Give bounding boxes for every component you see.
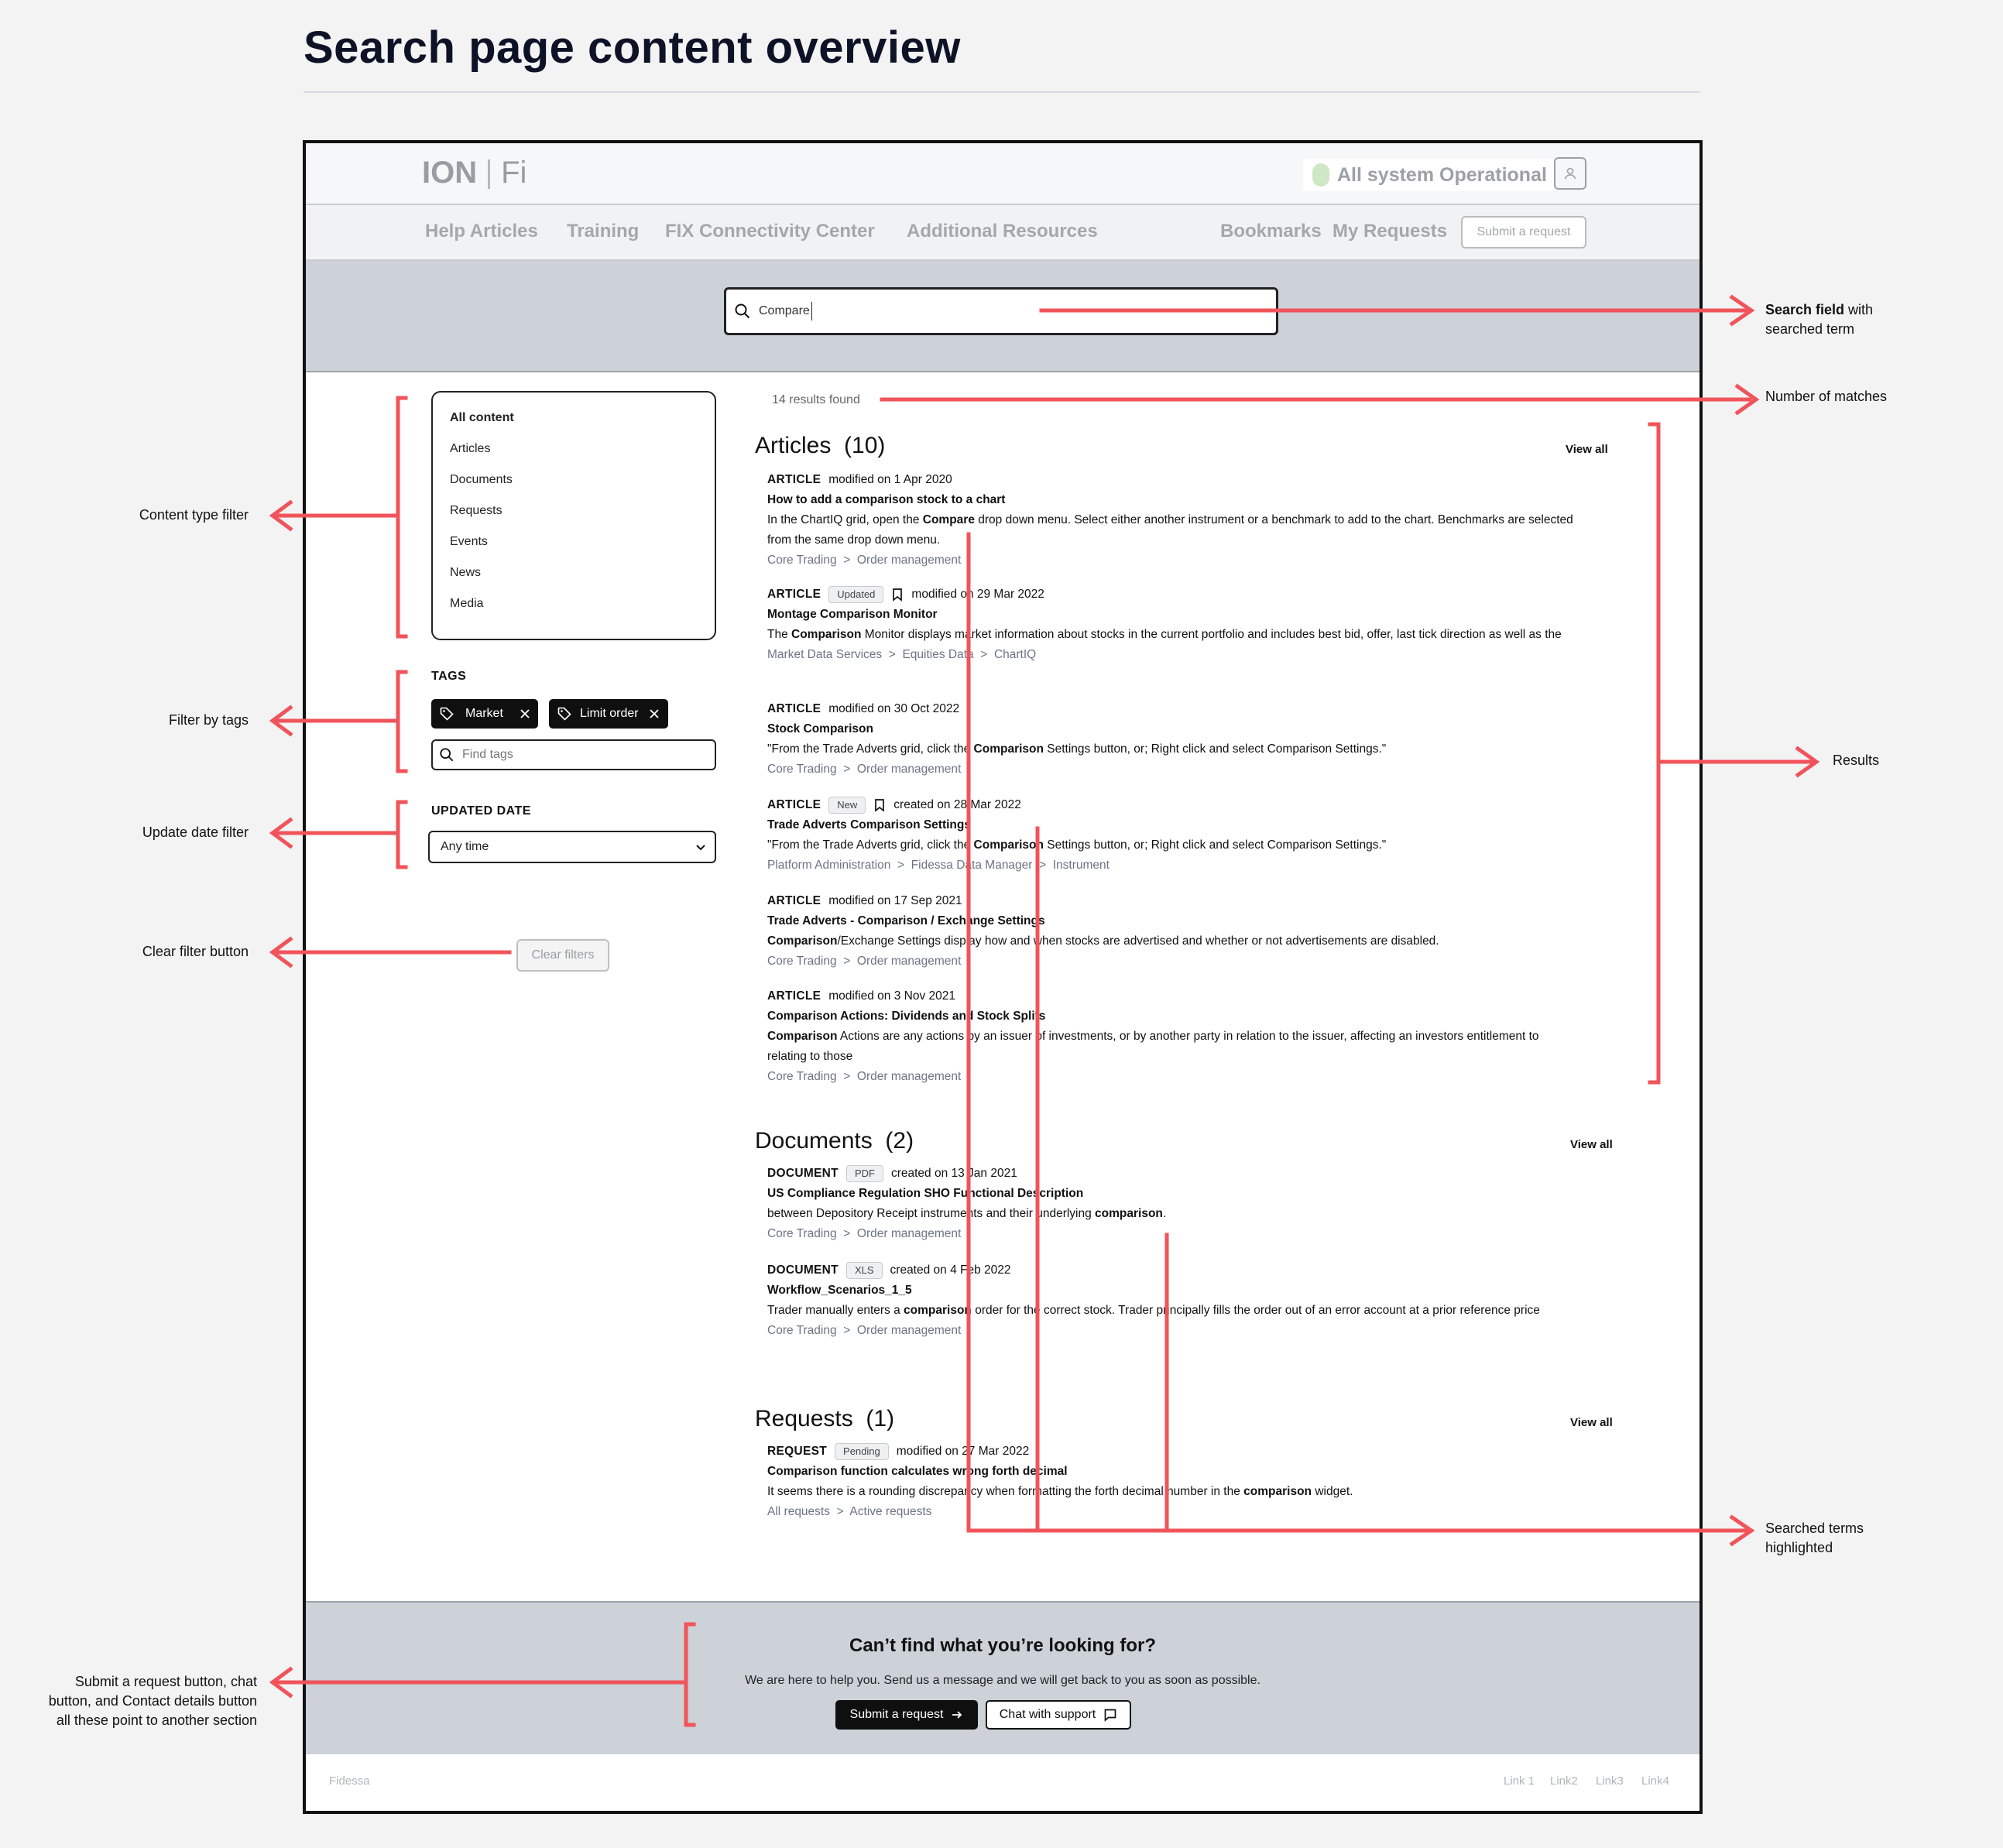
breadcrumb-separator: > bbox=[836, 1070, 857, 1083]
search-term-highlight: Comparison bbox=[767, 1030, 838, 1043]
filter-news[interactable]: News bbox=[450, 566, 482, 579]
annotation-text: button, and Contact details button bbox=[48, 1693, 257, 1709]
result-item[interactable] bbox=[767, 585, 1579, 665]
breadcrumb bbox=[767, 550, 1579, 571]
result-date: modified on 3 Nov 2021 bbox=[828, 989, 955, 1003]
footer-link-3[interactable]: Link3 bbox=[1596, 1774, 1624, 1788]
result-date: created on 13 Jan 2021 bbox=[890, 1167, 1017, 1180]
matches-annotation: Number of matches bbox=[1765, 389, 1888, 404]
status-text: All system Operational bbox=[1337, 163, 1547, 186]
breadcrumb bbox=[767, 1224, 1579, 1244]
nav-training[interactable]: Training bbox=[567, 221, 640, 242]
arrow-right-icon bbox=[1798, 749, 1816, 775]
group-title-text: Articles bbox=[755, 433, 832, 458]
desc-text: order for the correct stock. Trader principally fills the order out of an error account at a prior reference price bbox=[971, 1304, 1540, 1317]
result-type: ARTICLE bbox=[767, 798, 821, 811]
result-title[interactable]: Trade Adverts - Comparison / Exchange Settings bbox=[767, 914, 1045, 927]
result-title[interactable]: Comparison Actions: Dividends and Stock Splits bbox=[767, 1010, 1046, 1023]
results-count: 14 results found bbox=[772, 393, 860, 406]
desc-text: between Depository Receipt instruments and their underlying bbox=[767, 1207, 1096, 1220]
site-footer bbox=[306, 1754, 1699, 1811]
filter-documents[interactable]: Documents bbox=[450, 473, 513, 486]
tag-chip-label: Market bbox=[465, 707, 503, 720]
bookmark-icon[interactable] bbox=[873, 798, 886, 812]
clear-annotation: Clear filter button bbox=[142, 944, 249, 959]
search-icon bbox=[734, 303, 751, 320]
logo-main: ION bbox=[422, 156, 478, 190]
arrow-left-icon bbox=[273, 939, 290, 965]
submit-request-label: Submit a request bbox=[849, 1708, 944, 1721]
result-meta bbox=[767, 1442, 1579, 1462]
search-band bbox=[306, 261, 1699, 372]
search-term-highlight: comparison bbox=[1095, 1207, 1163, 1220]
breadcrumb-separator: > bbox=[829, 1505, 850, 1518]
breadcrumb-item[interactable]: Platform Administration bbox=[767, 859, 891, 872]
result-date: modified on 27 Mar 2022 bbox=[896, 1445, 1030, 1458]
desc-text: drop down menu. Select either another instrument or a benchmark to add to the chart. Benchmarks are selected from the same drop down menu. bbox=[767, 513, 1573, 547]
result-meta bbox=[767, 585, 1579, 605]
requests-heading bbox=[755, 1406, 894, 1432]
result-meta bbox=[767, 699, 1579, 719]
filter-events[interactable]: Events bbox=[450, 535, 488, 548]
top-bar bbox=[306, 143, 1699, 205]
result-meta bbox=[767, 1260, 1579, 1281]
page-title: Search page content overview bbox=[304, 22, 961, 73]
breadcrumb-separator: > bbox=[836, 1324, 857, 1337]
status-badge: New bbox=[828, 797, 866, 814]
desc-text: widget. bbox=[1312, 1485, 1353, 1498]
tags-label: TAGS bbox=[431, 670, 467, 683]
breadcrumb-separator: > bbox=[836, 554, 857, 567]
arrow-right-icon bbox=[1737, 386, 1756, 413]
annotation-text: Submit a request button, chat bbox=[74, 1674, 257, 1689]
find-tags-placeholder: Find tags bbox=[462, 748, 513, 761]
result-title[interactable]: US Compliance Regulation SHO Functional Description bbox=[767, 1187, 1084, 1200]
desc-text: "From the Trade Adverts grid, click the bbox=[767, 742, 974, 756]
result-description bbox=[767, 1204, 1579, 1224]
submit-request-nav-button[interactable]: Submit a request bbox=[1461, 216, 1586, 249]
result-title[interactable]: Trade Adverts Comparison Settings bbox=[767, 818, 971, 831]
result-item[interactable] bbox=[767, 986, 1579, 1087]
breadcrumb-item[interactable]: Order management bbox=[856, 955, 962, 968]
search-term-highlight: comparison bbox=[904, 1304, 972, 1317]
search-term-highlight: Comparison bbox=[767, 934, 838, 948]
breadcrumb-item[interactable]: Equities Data bbox=[902, 648, 974, 661]
system-status-badge[interactable] bbox=[1303, 159, 1555, 191]
annotation-strong: Search field bbox=[1765, 302, 1845, 317]
requests-view-all-link[interactable]: View all bbox=[1570, 1416, 1613, 1429]
breadcrumb-item[interactable]: Order management bbox=[856, 554, 962, 567]
search-term-highlight: comparison bbox=[1243, 1485, 1312, 1498]
breadcrumb-item[interactable]: Core Trading bbox=[767, 955, 837, 968]
arrow-left-icon bbox=[273, 820, 290, 846]
search-term-highlight: Comparison bbox=[791, 628, 862, 641]
logo-separator bbox=[488, 159, 490, 189]
chevron-down-icon bbox=[695, 841, 707, 853]
submit-request-button[interactable] bbox=[835, 1700, 978, 1730]
nav-bookmarks[interactable]: Bookmarks bbox=[1220, 221, 1322, 242]
bookmark-icon[interactable] bbox=[891, 588, 904, 602]
search-term-highlight: Compare bbox=[922, 513, 975, 526]
breadcrumb bbox=[767, 1321, 1579, 1341]
result-title[interactable]: Comparison function calculates wrong forth decimal bbox=[767, 1465, 1068, 1478]
nav-fix-connectivity-center[interactable]: FIX Connectivity Center bbox=[665, 221, 875, 242]
breadcrumb-item[interactable]: Active requests bbox=[849, 1505, 932, 1518]
result-description bbox=[767, 931, 1579, 951]
arrow-right-icon bbox=[951, 1709, 963, 1721]
title-divider bbox=[304, 91, 1700, 93]
search-value: Compare bbox=[759, 304, 810, 317]
desc-text: . bbox=[1162, 1207, 1167, 1220]
arrow-right-icon bbox=[1732, 1517, 1751, 1544]
logo-sub: Fi bbox=[501, 156, 527, 190]
filter-articles[interactable]: Articles bbox=[450, 442, 491, 455]
breadcrumb-item[interactable]: Order management bbox=[856, 1227, 962, 1240]
footer-link-2[interactable]: Link2 bbox=[1550, 1774, 1578, 1788]
desc-text: Settings button, or; Right click and select Comparison Settings." bbox=[1043, 838, 1387, 852]
chat-with-support-button[interactable] bbox=[986, 1700, 1131, 1730]
result-meta bbox=[767, 795, 1579, 815]
result-date: modified on 1 Apr 2020 bbox=[828, 473, 952, 486]
result-meta bbox=[767, 1164, 1579, 1184]
result-title[interactable]: Montage Comparison Monitor bbox=[767, 608, 938, 621]
nav-my-requests[interactable]: My Requests bbox=[1332, 221, 1448, 242]
updated-date-select[interactable] bbox=[428, 831, 716, 863]
breadcrumb-item[interactable]: Order management bbox=[856, 1070, 962, 1083]
breadcrumb-item[interactable]: Core Trading bbox=[767, 1070, 837, 1083]
breadcrumb bbox=[767, 645, 1579, 665]
highlighted-annotation bbox=[1765, 1519, 1864, 1558]
search-term-highlight: Comparison bbox=[973, 742, 1044, 756]
filter-requests[interactable]: Requests bbox=[450, 504, 502, 517]
result-description bbox=[767, 1301, 1579, 1321]
documents-view-all-link[interactable]: View all bbox=[1570, 1138, 1613, 1151]
group-count: (2) bbox=[885, 1128, 914, 1154]
content-type-annotation: Content type filter bbox=[139, 507, 249, 523]
breadcrumb-item[interactable]: Market Data Services bbox=[767, 648, 883, 661]
breadcrumb-separator: > bbox=[836, 1227, 857, 1240]
articles-heading bbox=[755, 433, 885, 459]
tag-icon bbox=[439, 706, 454, 722]
breadcrumb-item[interactable]: All requests bbox=[767, 1505, 830, 1518]
arrow-left-icon bbox=[273, 1669, 290, 1695]
breadcrumb-item[interactable]: Instrument bbox=[1052, 859, 1110, 872]
desc-text: It seems there is a rounding discrepancy when formatting the forth decimal number in the bbox=[767, 1485, 1244, 1498]
footer-brand: Fidessa bbox=[329, 1774, 370, 1788]
result-title[interactable]: Stock Comparison bbox=[767, 722, 873, 735]
breadcrumb bbox=[767, 1502, 1579, 1522]
result-description bbox=[767, 625, 1579, 645]
result-description bbox=[767, 510, 1579, 550]
result-type: REQUEST bbox=[767, 1445, 828, 1458]
result-date: modified on 17 Sep 2021 bbox=[828, 894, 962, 907]
result-title[interactable]: Workflow_Scenarios_1_5 bbox=[767, 1284, 912, 1297]
tag-chip-label: Limit order bbox=[580, 707, 639, 720]
group-title-text: Documents bbox=[755, 1128, 873, 1154]
status-badge: Pending bbox=[835, 1443, 889, 1460]
result-description bbox=[767, 1482, 1579, 1502]
ui-mockup-frame bbox=[303, 140, 1703, 1814]
breadcrumb bbox=[767, 759, 1579, 780]
date-annotation: Update date filter bbox=[142, 825, 249, 840]
content-type-filter bbox=[431, 391, 716, 640]
breadcrumb-item[interactable]: ChartIQ bbox=[993, 648, 1037, 661]
desc-text: The bbox=[767, 628, 792, 641]
breadcrumb-item[interactable]: Core Trading bbox=[767, 554, 837, 567]
result-type: ARTICLE bbox=[767, 702, 821, 715]
breadcrumb bbox=[767, 855, 1579, 876]
breadcrumb-separator: > bbox=[1032, 859, 1053, 872]
breadcrumb-item[interactable]: Core Trading bbox=[767, 1324, 837, 1337]
desc-text: In the ChartIQ grid, open the bbox=[767, 513, 923, 526]
annotation-text: highlighted bbox=[1765, 1540, 1833, 1555]
documents-heading bbox=[755, 1128, 914, 1154]
desc-text: "From the Trade Adverts grid, click the bbox=[767, 838, 974, 852]
arrow-right-icon bbox=[1732, 297, 1751, 324]
updated-date-label: UPDATED DATE bbox=[431, 804, 531, 818]
cta-subtitle: We are here to help you. Send us a message and we will get back to you as soon as possible. bbox=[745, 1674, 1260, 1687]
arrow-left-icon bbox=[273, 708, 290, 734]
status-dot-icon bbox=[1312, 163, 1329, 187]
cta-annotation bbox=[15, 1672, 257, 1730]
search-input[interactable] bbox=[724, 287, 1278, 335]
result-date: created on 28 Mar 2022 bbox=[893, 798, 1021, 811]
result-type: DOCUMENT bbox=[767, 1263, 839, 1277]
annotation-text: searched term bbox=[1765, 321, 1855, 337]
chat-label: Chat with support bbox=[999, 1708, 1096, 1721]
chat-bubble-icon bbox=[1103, 1708, 1117, 1722]
clear-filters-button[interactable]: Clear filters bbox=[516, 939, 609, 972]
nav-additional-resources[interactable]: Additional Resources bbox=[907, 221, 1098, 242]
tag-chip-limit-order[interactable] bbox=[549, 699, 668, 729]
breadcrumb-separator: > bbox=[882, 648, 903, 661]
result-description bbox=[767, 835, 1579, 855]
annotation-text: all these point to another section bbox=[56, 1713, 257, 1728]
find-tags-input[interactable] bbox=[431, 739, 716, 770]
footer-link-1[interactable]: Link 1 bbox=[1504, 1774, 1535, 1788]
breadcrumb-item[interactable]: Order management bbox=[856, 763, 962, 776]
breadcrumb-item[interactable]: Fidessa Data Manager bbox=[911, 859, 1033, 872]
updated-date-value: Any time bbox=[441, 840, 489, 853]
breadcrumb-item[interactable]: Order management bbox=[856, 1324, 962, 1337]
desc-text: Monitor displays market information about stocks in the current portfolio and includes best bid, offer, last tick direction as well as the bbox=[861, 628, 1562, 641]
desc-text: /Exchange Settings display how and when stocks are advertised and whether or not advertisements are disabled. bbox=[837, 934, 1439, 948]
arrow-left-icon bbox=[273, 502, 290, 529]
tag-icon bbox=[557, 706, 572, 722]
group-count: (1) bbox=[866, 1406, 895, 1431]
user-profile-button[interactable] bbox=[1554, 157, 1586, 190]
result-type: ARTICLE bbox=[767, 588, 821, 601]
result-type: DOCUMENT bbox=[767, 1167, 839, 1180]
main-nav bbox=[306, 205, 1699, 261]
result-date: modified on 30 Oct 2022 bbox=[828, 702, 960, 715]
footer-link-4[interactable]: Link4 bbox=[1641, 1774, 1669, 1788]
group-title-text: Requests bbox=[755, 1406, 853, 1431]
breadcrumb bbox=[767, 951, 1579, 972]
search-field-annotation bbox=[1765, 300, 1873, 339]
search-term-highlight: Comparison bbox=[973, 838, 1044, 852]
breadcrumb-separator: > bbox=[836, 955, 857, 968]
filter-media[interactable]: Media bbox=[450, 597, 484, 610]
result-date: modified on 29 Mar 2022 bbox=[911, 588, 1044, 601]
desc-text: Settings button, or; Right click and select Comparison Settings." bbox=[1043, 742, 1387, 756]
annotation-text: with bbox=[1844, 302, 1874, 317]
status-badge: Updated bbox=[828, 586, 883, 603]
search-icon bbox=[439, 747, 454, 763]
result-type: ARTICLE bbox=[767, 894, 821, 907]
result-date: created on 4 Feb 2022 bbox=[890, 1263, 1011, 1277]
breadcrumb-separator: > bbox=[890, 859, 911, 872]
close-icon[interactable] bbox=[519, 708, 531, 720]
result-meta bbox=[767, 470, 1579, 490]
result-item[interactable] bbox=[767, 470, 1579, 571]
result-item[interactable] bbox=[767, 1164, 1579, 1244]
result-title[interactable]: How to add a comparison stock to a chart bbox=[767, 493, 1006, 506]
result-meta bbox=[767, 891, 1579, 911]
text-caret bbox=[811, 302, 813, 321]
logo[interactable] bbox=[422, 156, 526, 190]
help-cta-section bbox=[306, 1601, 1699, 1756]
breadcrumb-item[interactable]: Core Trading bbox=[767, 763, 837, 776]
breadcrumb-item[interactable]: Core Trading bbox=[767, 1227, 837, 1240]
user-icon bbox=[1562, 166, 1578, 181]
cta-title: Can’t find what you’re looking for? bbox=[849, 1635, 1156, 1656]
tag-chip-market[interactable] bbox=[431, 699, 538, 729]
result-item[interactable] bbox=[767, 1260, 1579, 1341]
tags-annotation: Filter by tags bbox=[168, 712, 249, 728]
desc-text: Actions are any actions by an issuer of investments, or by another party in relation to the issuer, affecting an investors entitlement to relating to those bbox=[767, 1030, 1539, 1063]
results-annotation: Results bbox=[1833, 753, 1880, 768]
desc-text: Trader manually enters a bbox=[767, 1304, 904, 1317]
result-type: ARTICLE bbox=[767, 473, 821, 486]
result-description bbox=[767, 739, 1579, 759]
result-item[interactable] bbox=[767, 891, 1579, 972]
result-item[interactable] bbox=[767, 1442, 1579, 1522]
breadcrumb-separator: > bbox=[973, 648, 994, 661]
breadcrumb bbox=[767, 1067, 1579, 1087]
nav-help-articles[interactable]: Help Articles bbox=[425, 221, 538, 242]
result-meta bbox=[767, 986, 1579, 1006]
group-count: (10) bbox=[844, 433, 886, 458]
result-item[interactable] bbox=[767, 795, 1579, 876]
breadcrumb-separator: > bbox=[836, 763, 857, 776]
status-badge: PDF bbox=[846, 1165, 883, 1182]
annotation-text: Searched terms bbox=[1765, 1521, 1864, 1536]
result-type: ARTICLE bbox=[767, 989, 821, 1003]
status-badge: XLS bbox=[846, 1262, 883, 1279]
filter-all-content[interactable]: All content bbox=[450, 411, 514, 424]
result-item[interactable] bbox=[767, 699, 1579, 780]
close-icon[interactable] bbox=[648, 708, 660, 720]
articles-view-all-link[interactable]: View all bbox=[1566, 443, 1608, 456]
result-description bbox=[767, 1027, 1579, 1067]
